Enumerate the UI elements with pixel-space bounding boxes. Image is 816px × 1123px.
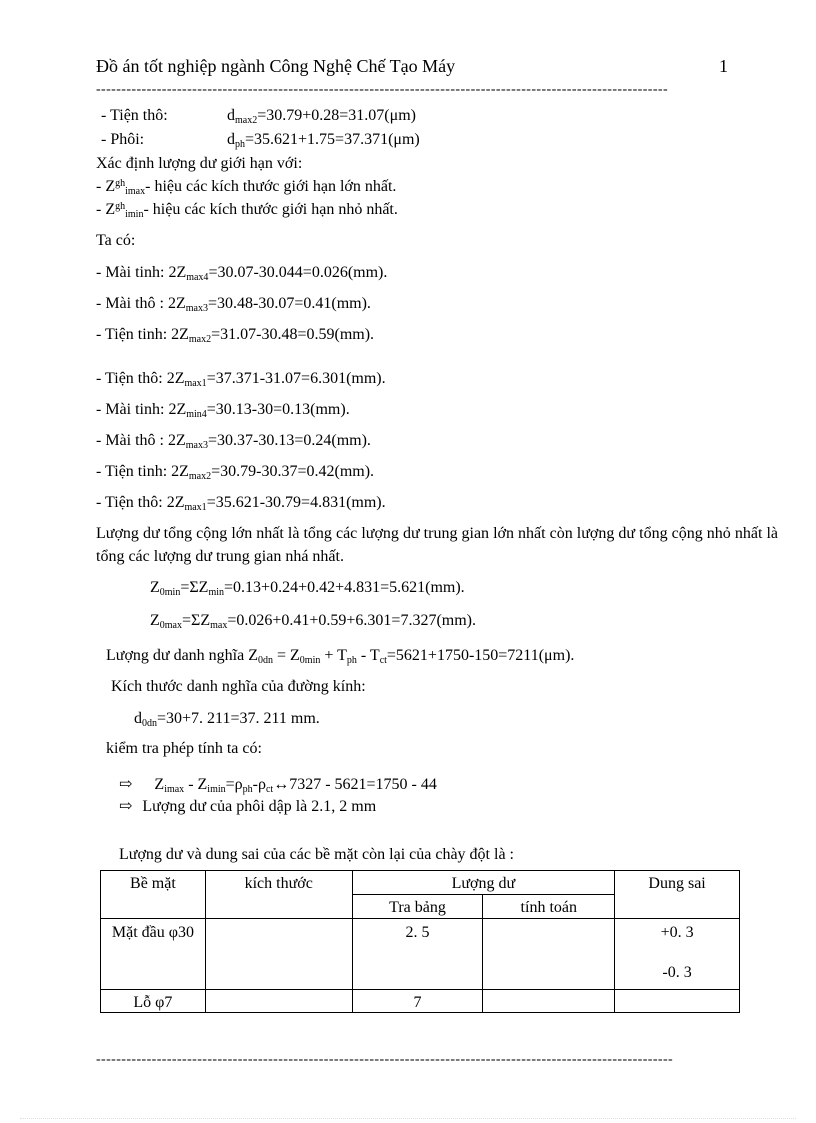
xac-dinh-text: Xác định lượng dư giới hạn với:: [96, 155, 303, 172]
calc-row: - Tiện tinh: $2Z_{max2}=31.07-30.48=0.59(mm)$.: [96, 326, 375, 345]
arrow-right-icon: ⇨: [119, 798, 133, 815]
cell-tolerance: [615, 990, 740, 1013]
table-row: [101, 990, 740, 1013]
header-size: kích thước: [205, 871, 352, 919]
footer-rule: ------------------------------------------------------------------------------------------------------------------: [96, 1053, 674, 1067]
z0min-formula: $Z_{0min}=\Sigma Z_{min}=0.13+0.24+0.42+4.831=5.621(mm)$.: [150, 579, 465, 598]
page-number: 1: [719, 56, 728, 76]
calc-row: - Mài tinh: $2Z_{min4}=30.13-30=0.13(mm)$.: [96, 401, 350, 420]
d0dn-formula: $d_{0dn}=30+7$. 211=37. 211 mm.: [134, 710, 320, 729]
cell-lookup: 7: [352, 990, 483, 1013]
cell-surface: Lỗ φ7: [101, 990, 206, 1013]
header-surface: Bề mặt: [101, 871, 206, 919]
cell-calc: [483, 990, 615, 1013]
ta-co-text: Ta có:: [96, 232, 136, 249]
zmax-definition: - $Z^{gh}_{imax}-$ hiệu các kích thước giới hạn lớn nhất.: [96, 178, 397, 197]
table-row: [101, 919, 740, 990]
cell-surface: Mặt đầu φ30: [101, 919, 206, 990]
calc-row: - Mài thô : $2Z_{max3}=30.37-30.13=0.24(mm)$.: [96, 432, 371, 451]
table-intro: Lượng dư và dung sai của các bề mặt còn lại của chày đột là :: [119, 846, 514, 863]
header-rule: -----------------------------------------------------------------------------------------------------------------: [96, 83, 669, 97]
summary-paragraph: Lượng dư tổng cộng lớn nhất là tổng các lượng dư trung gian lớn nhất còn lượng dư tổng cộng nhỏ nhất là tổng các lượng dư trung gian nhá nhất.: [96, 525, 778, 565]
cell-lookup: 2. 5: [352, 919, 483, 990]
z0max-formula: $Z_{0max}=\Sigma Z_{max}=0.026+0.41+0.59+6.301=7.327(mm)$.: [150, 612, 476, 631]
page-header-title: Đồ án tốt nghiệp ngành Công Nghệ Chế Tạo Máy: [96, 56, 456, 76]
phoi-formula: $d_{ph}=35.621+1.75=37.371(\mu m)$: [227, 131, 420, 150]
header-allowance: Lượng dư: [352, 871, 615, 895]
tolerance-upper: +0. 3: [660, 924, 694, 941]
cell-size: [205, 990, 352, 1013]
header-lookup: Tra bảng: [352, 895, 483, 919]
arrow-right-icon: ⇨: [119, 776, 133, 793]
phoi-label: - Phôi:: [101, 131, 145, 148]
zmin-definition: - $Z^{gh}_{imin}-$ hiệu các kích thước giới hạn nhỏ nhất.: [96, 201, 398, 220]
calc-row: - Tiện thô: $2Z_{max1}=37.371-31.07=6.301(mm)$.: [96, 370, 386, 389]
cell-calc: [483, 919, 615, 990]
header-tolerance: Dung sai: [615, 871, 740, 919]
calc-row: - Tiện tinh: $2Z_{max2}=30.79-30.37=0.42(mm)$.: [96, 463, 375, 482]
tien-tho-label: - Tiện thô:: [101, 107, 168, 124]
tien-tho-formula: $d_{max2}=30.79+0.28=31.07(\mu m)$: [227, 107, 416, 126]
danh-nghia-formula: Lượng dư danh nghĩa $Z_{0dn} = Z_{0min} + T_{ph} - T_{ct}=5621+1750-150=7211(\mu m)$.: [106, 647, 575, 666]
calc-row: - Mài thô : $2Z_{max3}=30.48-30.07=0.41(mm)$.: [96, 295, 371, 314]
phoi-dap-line: ⇨ Lượng dư của phôi dập là 2.1, 2 mm: [119, 798, 377, 815]
kich-thuoc-text: Kích thước danh nghĩa của đường kính:: [111, 678, 366, 695]
calc-row: - Mài tinh: $2Z_{max4}=30.07-30.044=0.026(mm)$.: [96, 264, 388, 283]
cell-tolerance: [615, 919, 740, 990]
tien-tho-line: [101, 107, 416, 126]
phoi-line: [101, 131, 420, 150]
allowance-table: [100, 870, 740, 1013]
check-line: ⇨ $Z_{imax}$ - $Z_{imin}=\rho_{ph}-\rho_{ct}\leftrightarrow 7327 - 5621=1750 - 44$: [119, 776, 437, 795]
header-calc: tính toán: [483, 895, 615, 919]
kiem-tra-text: kiểm tra phép tính ta có:: [106, 740, 262, 757]
calc-row: - Tiện thô: $2Z_{max1}=35.621-30.79=4.831(mm)$.: [96, 494, 386, 513]
page-edge: [20, 1118, 796, 1119]
tolerance-lower: -0. 3: [662, 964, 692, 981]
cell-size: [205, 919, 352, 990]
